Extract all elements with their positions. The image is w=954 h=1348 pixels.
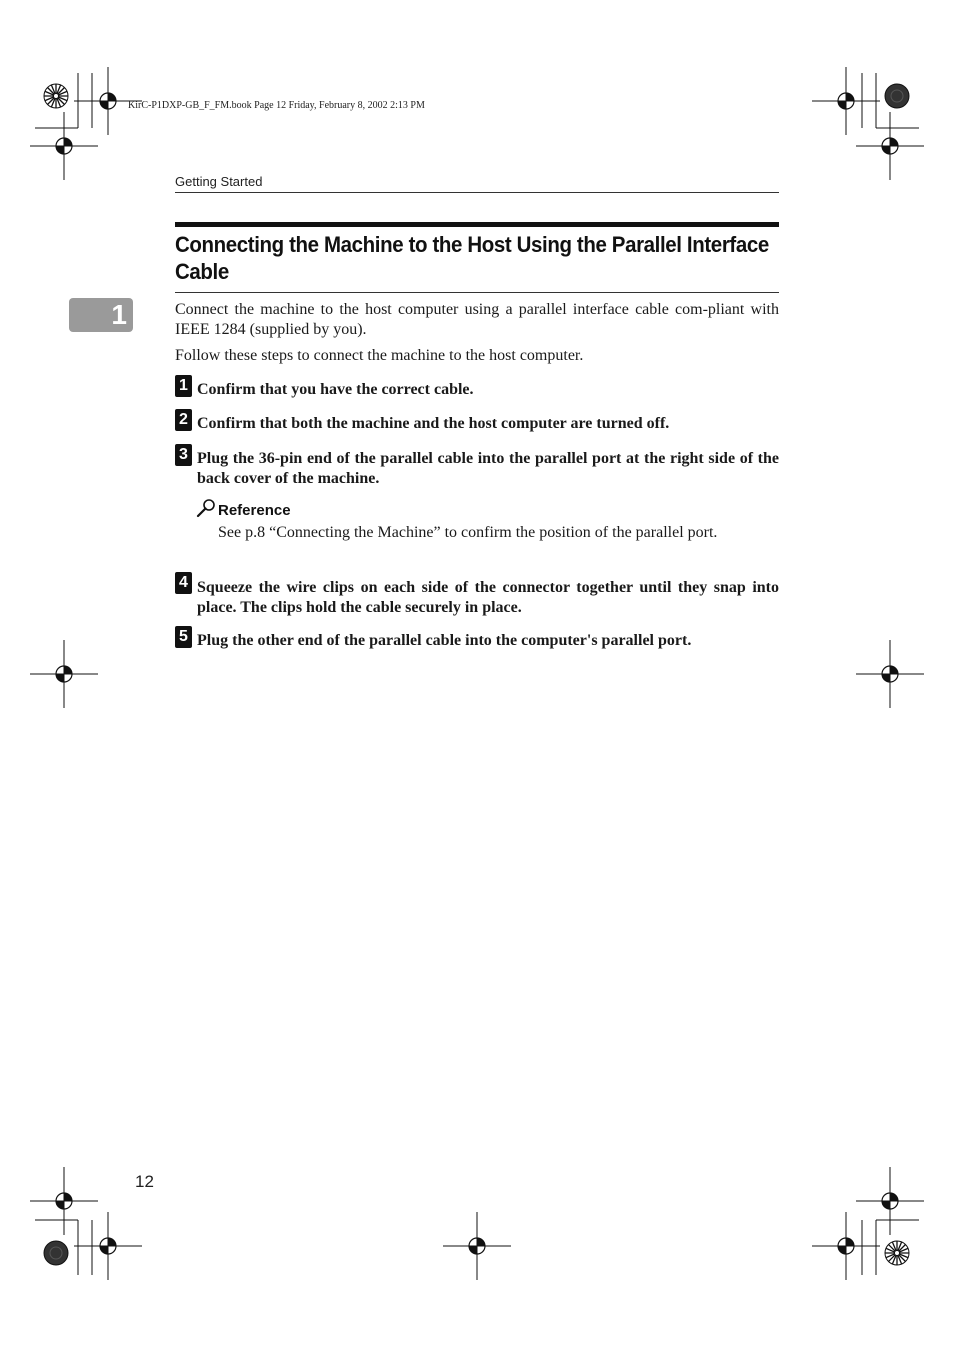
- magnifier-icon: [196, 498, 218, 518]
- step-text: Plug the other end of the parallel cable into the computer's parallel port.: [197, 632, 692, 649]
- title-bar: [175, 222, 779, 227]
- step-text: Squeeze the wire clips on each side of the connector together until they snap into place. The clips hold the cable securely in place.: [197, 579, 779, 616]
- step-text: Confirm that you have the correct cable.: [197, 381, 474, 398]
- intro-paragraph: Follow these steps to connect the machine to the host computer.: [175, 347, 584, 364]
- chapter-tab: [69, 298, 133, 332]
- reference-label: Reference: [218, 502, 291, 519]
- title-rule: [175, 292, 779, 293]
- intro-paragraph: Connect the machine to the host computer using a parallel interface cable com-pliant with IEEE 1284 (supplied by you).: [175, 301, 779, 338]
- file-info-slug: KirC-P1DXP-GB_F_FM.book Page 12 Friday, February 8, 2002 2:13 PM: [128, 100, 425, 111]
- page-number: 12: [135, 1172, 154, 1191]
- step-number: 3: [175, 444, 192, 466]
- step-number: 1: [175, 375, 192, 397]
- step-number: 4: [175, 572, 192, 594]
- reference-text: See p.8 “Connecting the Machine” to confirm the position of the parallel port.: [218, 524, 718, 541]
- section-title: Connecting the Machine to the Host Using the Parallel Interface Cable: [175, 232, 769, 284]
- running-header: Getting Started: [175, 174, 263, 189]
- step-text: Plug the 36-pin end of the parallel cable into the parallel port at the right side of the back cover of the machine.: [197, 450, 779, 487]
- step-text: Confirm that both the machine and the host computer are turned off.: [197, 415, 670, 432]
- chapter-number: 1: [111, 299, 127, 330]
- header-rule: [175, 192, 779, 193]
- step-number: 5: [175, 626, 192, 648]
- step-number: 2: [175, 409, 192, 431]
